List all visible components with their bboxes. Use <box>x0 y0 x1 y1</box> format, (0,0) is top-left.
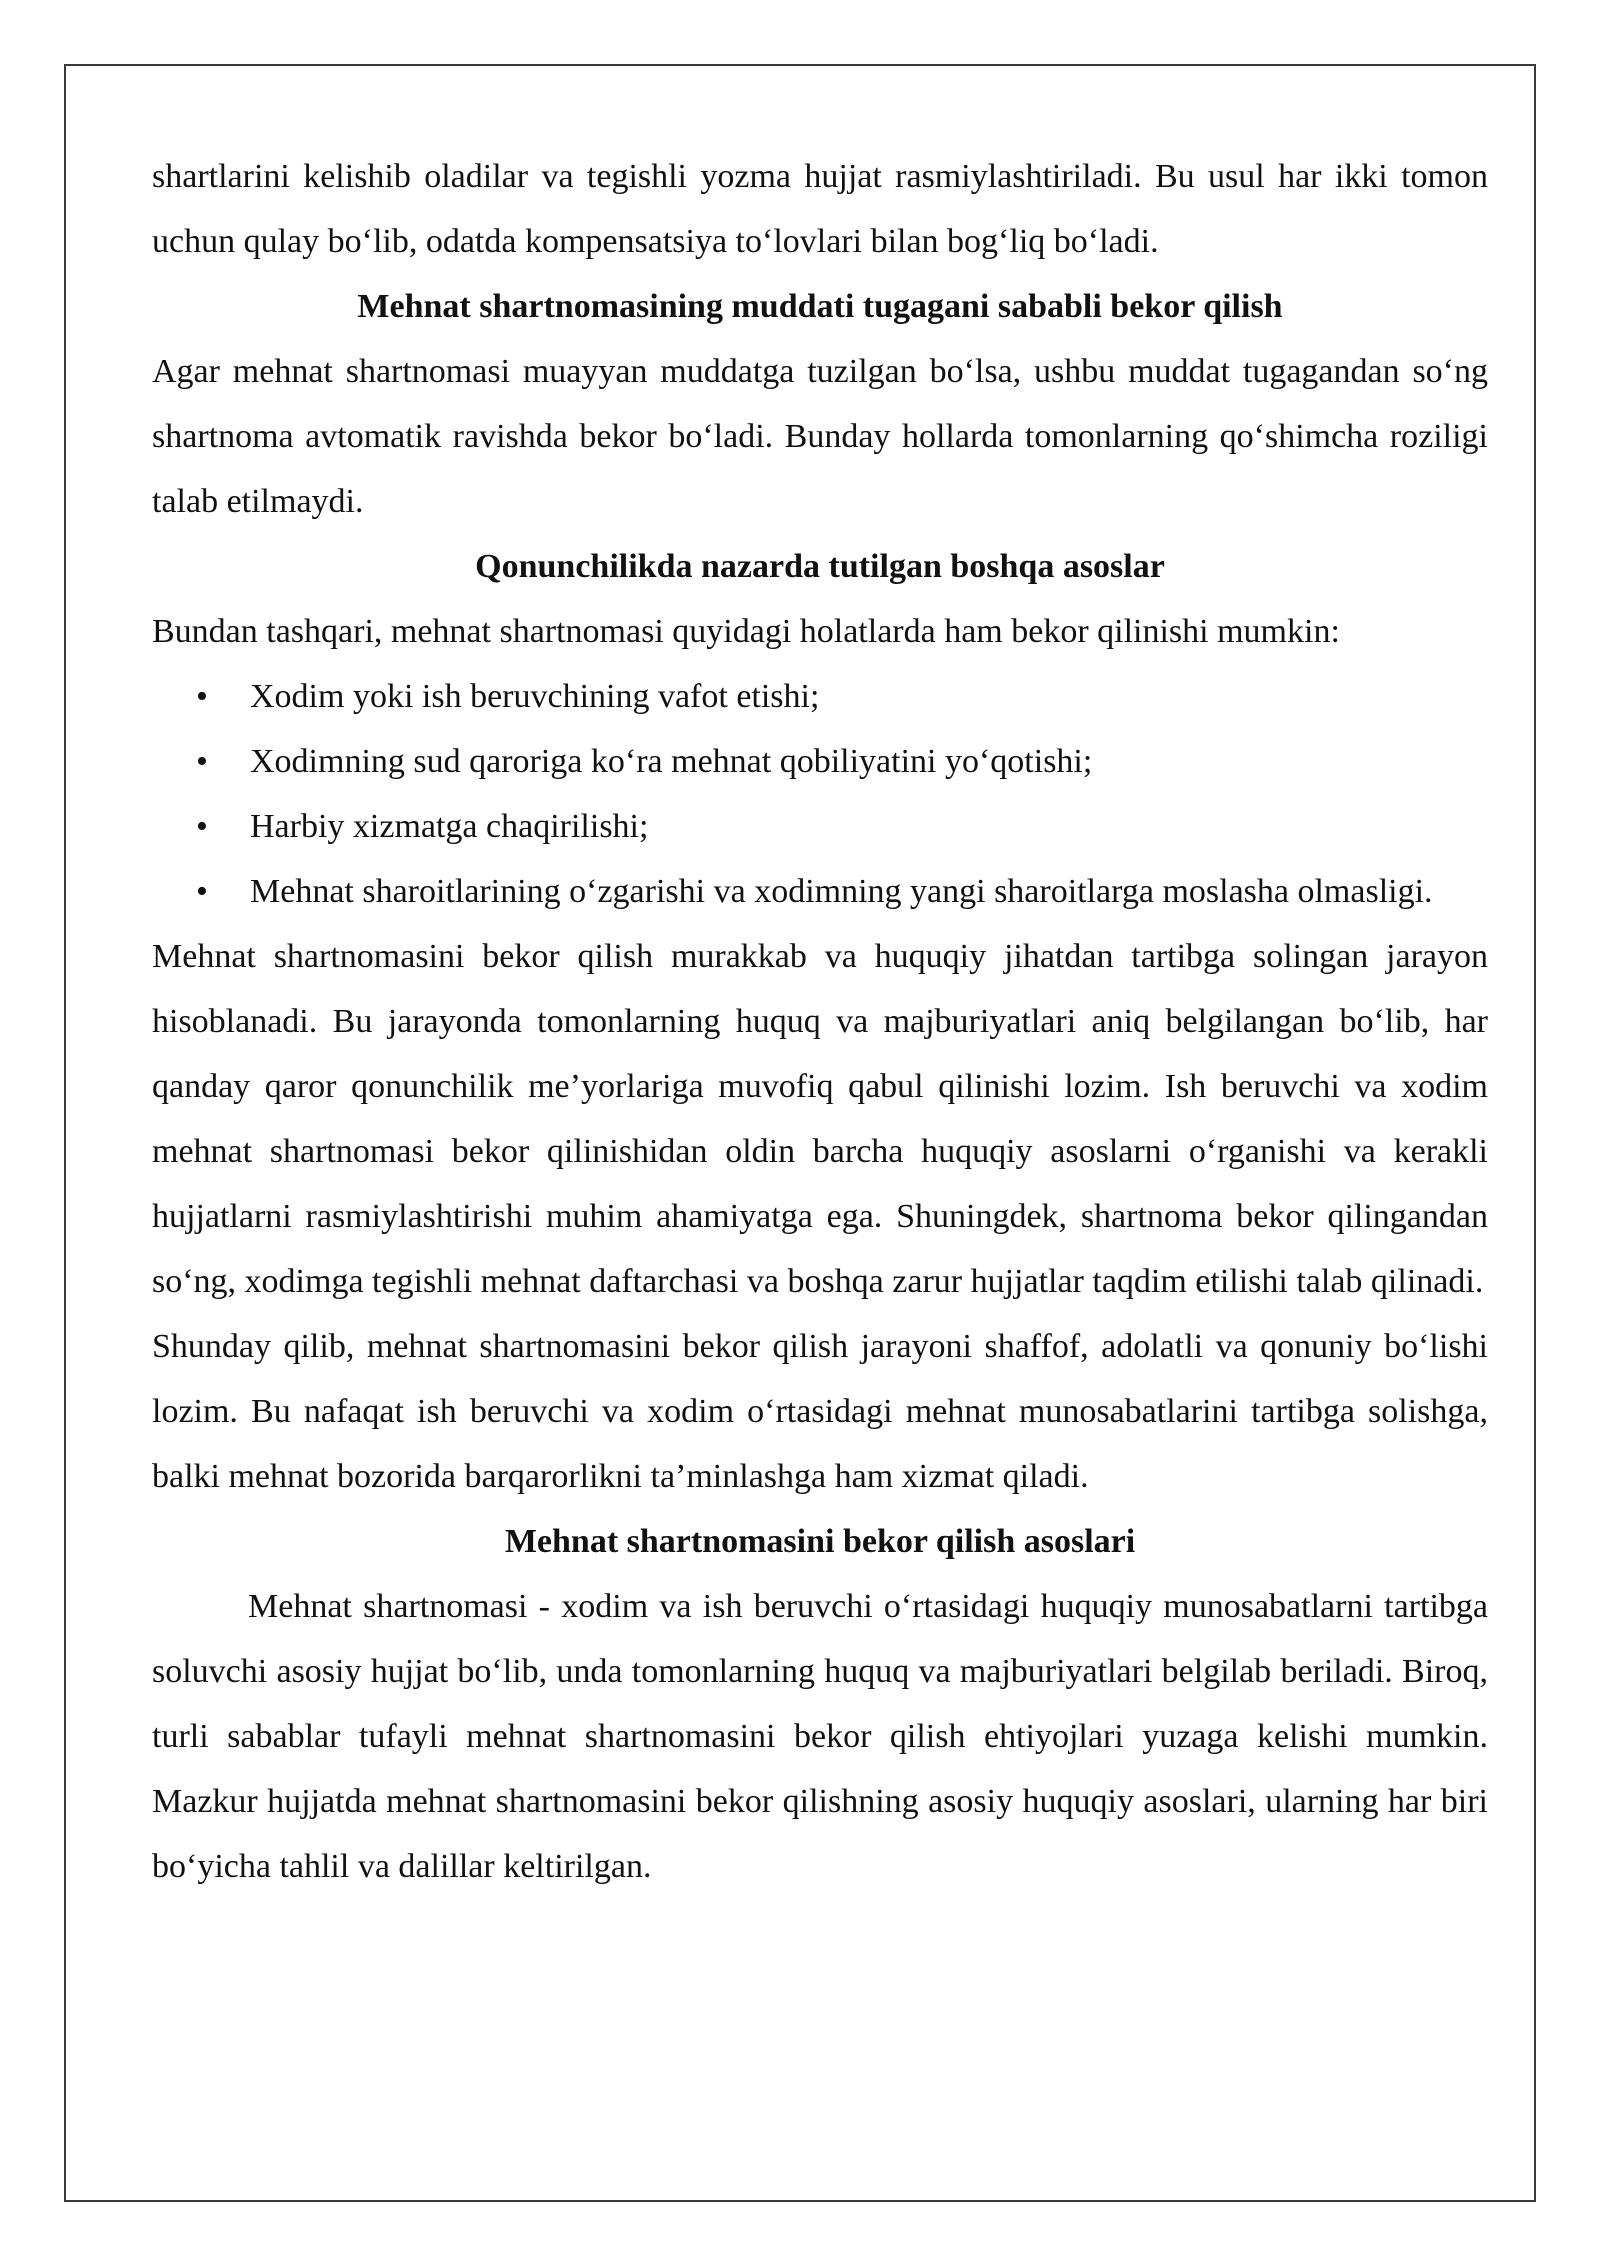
paragraph-other-grounds-intro: Bundan tashqari, mehnat shartnomasi quyidagi holatlarda ham bekor qilinishi mumkin: <box>152 613 1340 650</box>
list-item-text: Xodimning sud qaroriga ko‘ra mehnat qobiliyatini yo‘qotishi; <box>250 743 1093 780</box>
list-item-text: Xodim yoki ish beruvchining vafot etishi; <box>250 678 820 715</box>
bullet-icon: • <box>196 873 208 910</box>
bullet-icon: • <box>196 678 208 715</box>
heading-grounds: Mehnat shartnomasini bekor qilish asoslari <box>504 1523 1136 1560</box>
paragraph-summary-1: Mehnat shartnomasini bekor qilish murakkab va huquqiy jihatdan tartibga solingan jarayon hisoblanadi. Bu jarayonda tomonlarning huquq va majburiyatlari aniq belgilangan bo‘lib, har qanday qaror qonunchilik me’yorlariga muvofiq qabul qilinishi lozim. Ish beruvchi va xodim mehnat shartnomasi bekor qilinishidan oldin barcha huquqiy asoslarni o‘rganishi va kerakli hujjatlarni rasmiylashtirishi muhim ahamiyatga ega. Shuningdek, shartnoma bekor qilingandan so‘ng, xodimga tegishli mehnat daftarchasi va boshqa zarur hujjatlar taqdim etilishi talab qilinadi. <box>152 938 1488 1300</box>
list-item <box>152 859 1488 924</box>
paragraph-intro-continued: shartlarini kelishib oladilar va tegishli yozma hujjat rasmiylashtiriladi. Bu usul har ikki tomon uchun qulay bo‘lib, odatda kompensatsiya to‘lovlari bilan bog‘liq bo‘ladi. <box>152 158 1488 260</box>
heading-other-grounds: Qonunchilikda nazarda tutilgan boshqa asoslar <box>475 548 1165 585</box>
list-item <box>152 729 1488 794</box>
list-item-text: Mehnat sharoitlarining o‘zgarishi va xodimning yangi sharoitlarga moslasha olmasligi. <box>250 873 1433 910</box>
heading-term-expiry: Mehnat shartnomasining muddati tugagani sababli bekor qilish <box>357 288 1283 325</box>
paragraph-grounds: Mehnat shartnomasi - xodim va ish beruvchi o‘rtasidagi huquqiy munosabatlarni tartibga soluvchi asosiy hujjat bo‘lib, unda tomonlarning huquq va majburiyatlari belgilab beriladi. Biroq, turli sabablar tufayli mehnat shartnomasini bekor qilish ehtiyojlari yuzaga kelishi mumkin. Mazkur hujjatda mehnat shartnomasini bekor qilishning asosiy huquqiy asoslari, ularning har biri bo‘yicha tahlil va dalillar keltirilgan. <box>152 1588 1488 1885</box>
bullet-icon: • <box>196 808 208 845</box>
bullet-icon: • <box>196 743 208 780</box>
list-item <box>152 664 1488 729</box>
list-item <box>152 794 1488 859</box>
paragraph-summary-2: Shunday qilib, mehnat shartnomasini bekor qilish jarayoni shaffof, adolatli va qonuniy bo‘lishi lozim. Bu nafaqat ish beruvchi va xodim o‘rtasidagi mehnat munosabatlarini tartibga solishga, balki mehnat bozorida barqarorlikni ta’minlashga ham xizmat qiladi. <box>152 1328 1488 1495</box>
document-body <box>152 144 1488 1899</box>
paragraph-term-expiry: Agar mehnat shartnomasi muayyan muddatga tuzilgan bo‘lsa, ushbu muddat tugagandan so‘ng shartnoma avtomatik ravishda bekor bo‘ladi. Bunday hollarda tomonlarning qo‘shimcha roziligi talab etilmaydi. <box>152 353 1488 520</box>
list-item-text: Harbiy xizmatga chaqirilishi; <box>250 808 649 845</box>
bullet-list-grounds <box>152 664 1488 924</box>
